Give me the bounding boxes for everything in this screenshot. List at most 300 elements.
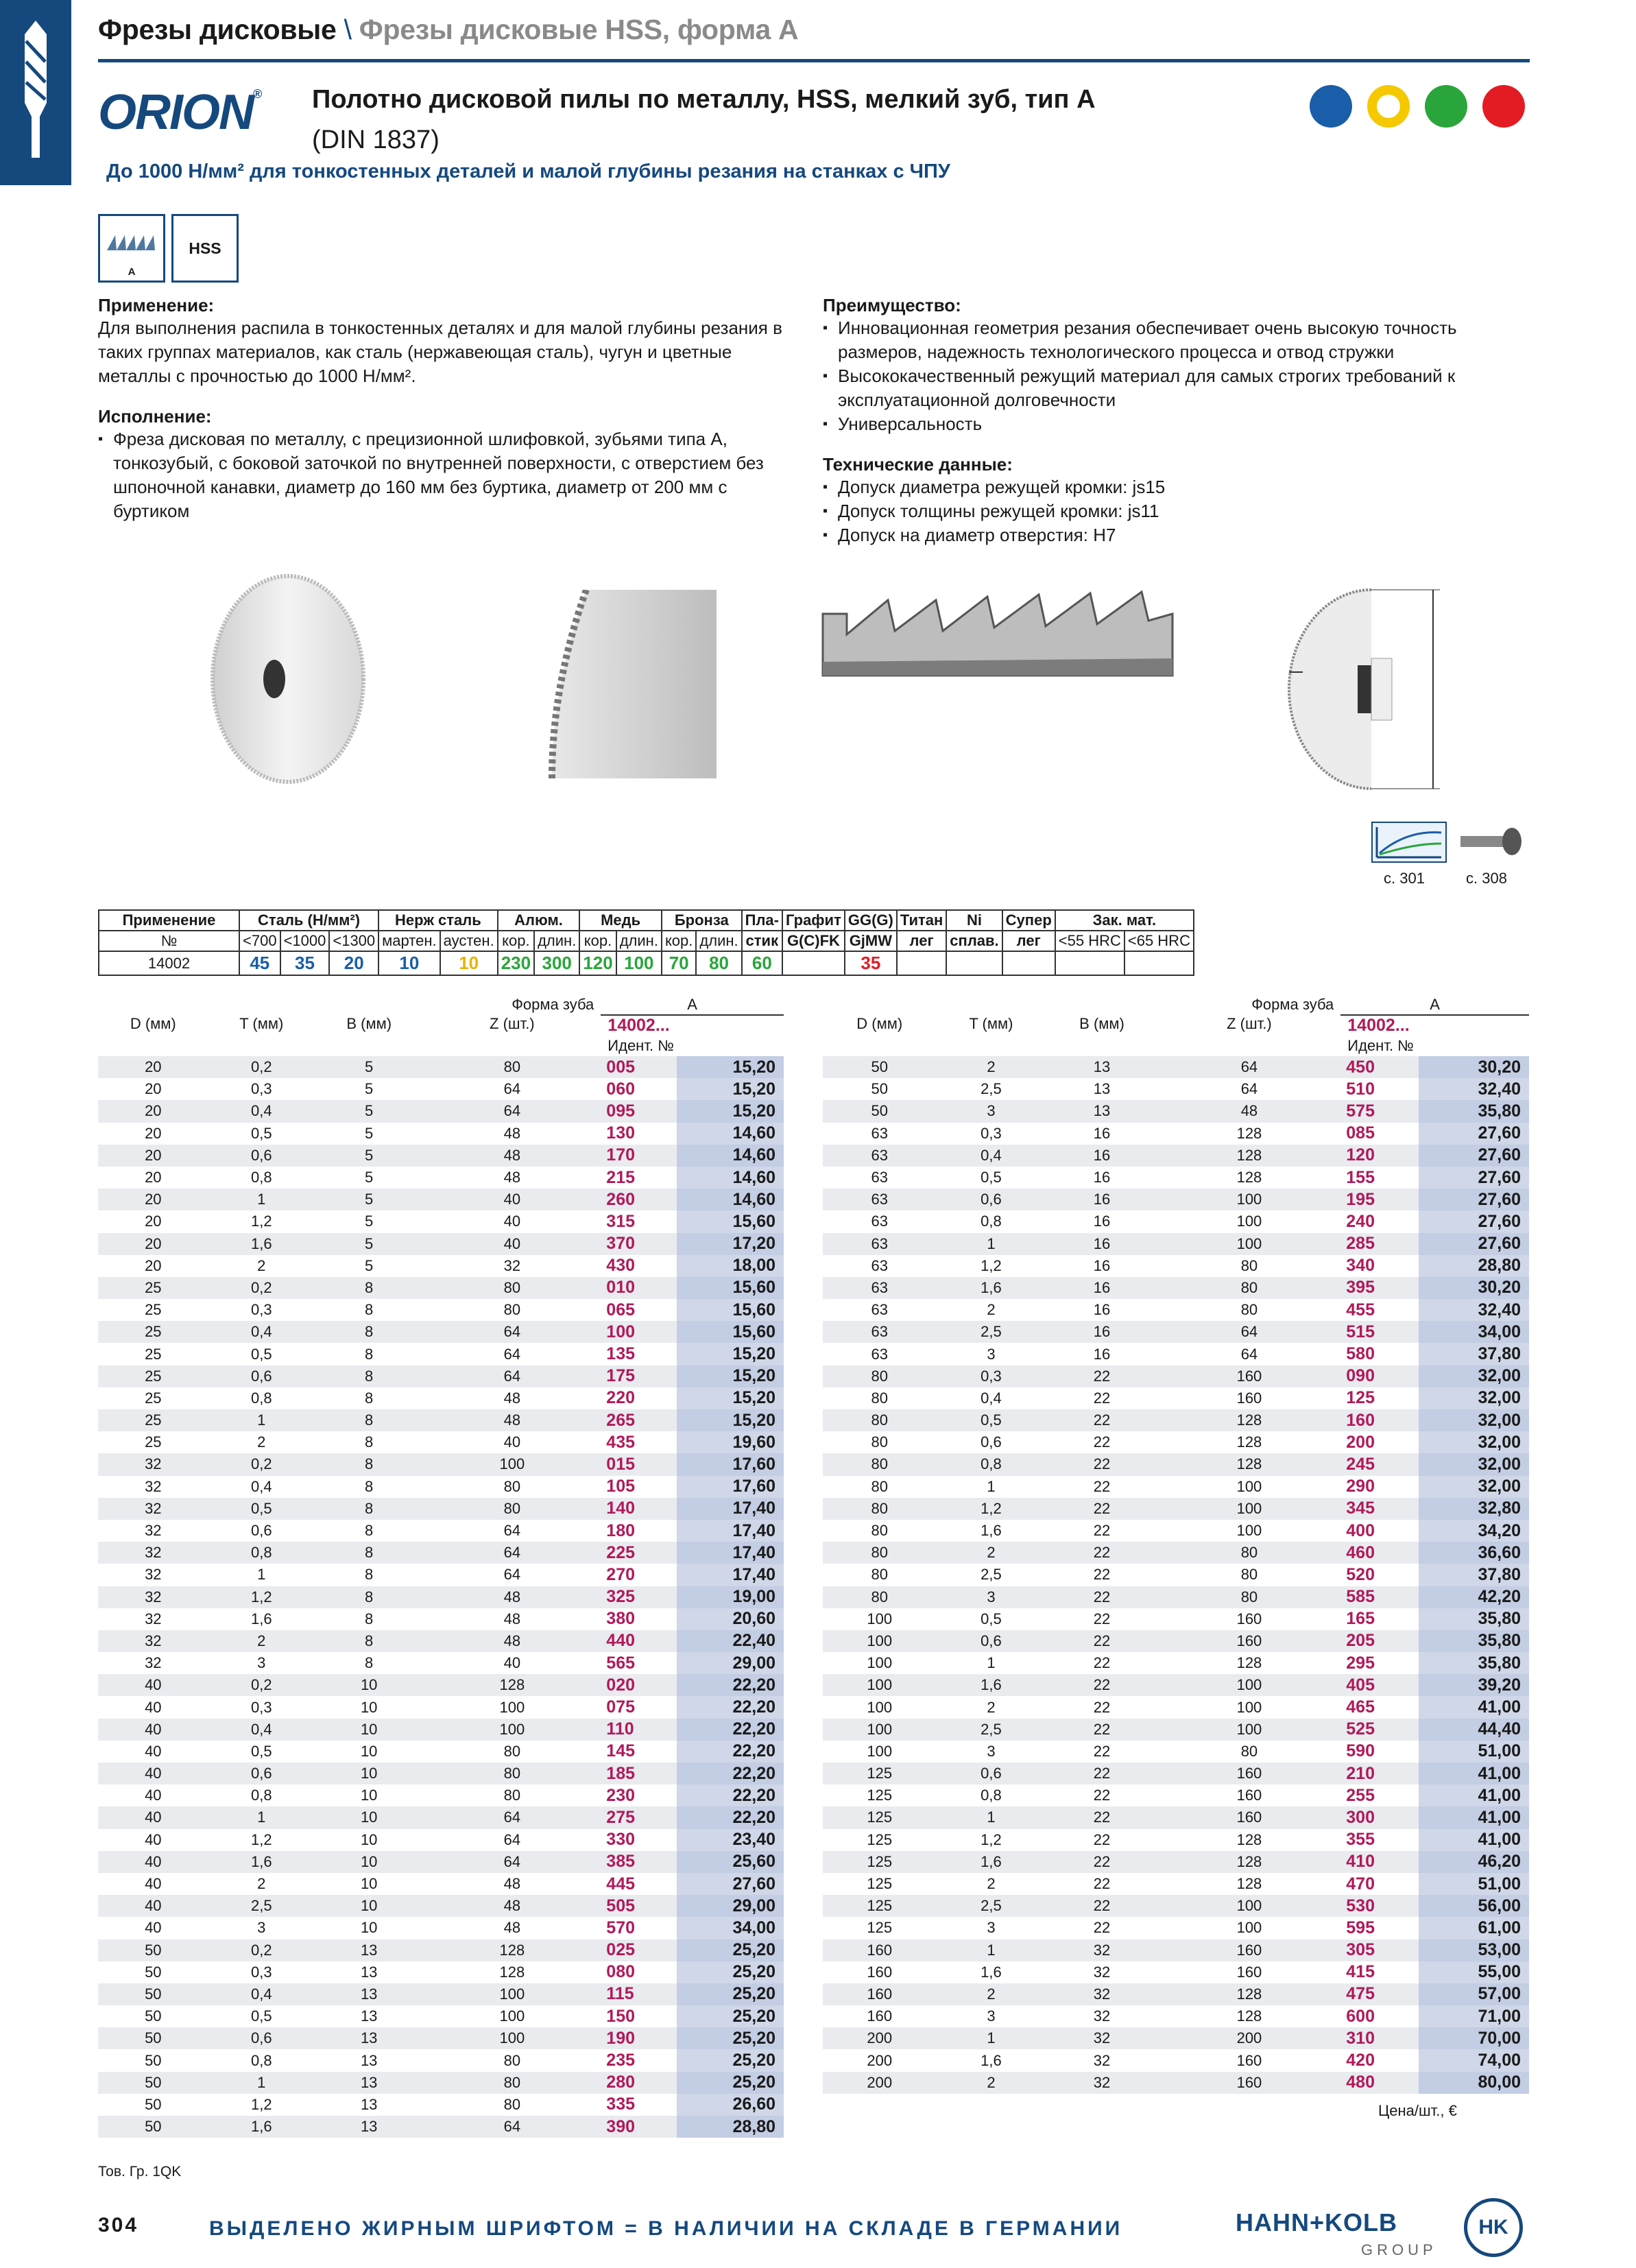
cell-ident: 525 [1340,1719,1419,1741]
cell-b: 8 [315,1498,423,1520]
cell-t: 3 [936,1100,1046,1122]
table-row[interactable] [98,1806,784,1828]
table-row[interactable] [98,1233,784,1255]
table-row[interactable] [98,1564,784,1586]
cell-t: 0,4 [208,1321,315,1343]
cell-price: 22,20 [677,1696,784,1718]
cell-z: 160 [1236,2051,1262,2069]
table-row[interactable] [98,1652,784,1674]
table-row[interactable] [823,1078,1529,1100]
mat-subhead: <1300 [329,931,378,951]
table-row[interactable] [823,1189,1529,1210]
table-row[interactable] [98,2005,784,2027]
cell-price: 27,60 [1419,1145,1529,1167]
table-row[interactable] [98,1476,784,1498]
table-row[interactable] [823,1851,1529,1873]
table-row[interactable] [98,1299,784,1321]
table-row[interactable] [98,1321,784,1343]
cell-t: 1 [208,1409,315,1431]
table-row[interactable] [98,1189,784,1210]
table-row[interactable] [98,2072,784,2094]
table-row[interactable] [823,1895,1529,1917]
cell-z: 48 [503,1169,521,1186]
mat-subhead-row [99,931,1194,951]
cell-d: 63 [871,1301,888,1319]
cell-b: 22 [1046,1586,1157,1608]
table-row[interactable] [823,1564,1529,1586]
cell-t: 0,5 [208,1498,315,1520]
breadcrumb-subcategory[interactable]: Фрезы дисковые HSS, форма A [359,14,799,45]
cell-d: 25 [98,1365,208,1387]
price-note: Цена/шт., € [1378,2102,1457,2119]
table-row[interactable] [98,1895,784,1917]
cell-price: 17,40 [677,1542,784,1564]
table-row[interactable] [823,1233,1529,1255]
cell-t: 2,5 [936,1321,1046,1343]
table-row[interactable] [823,1056,1529,1078]
table-row[interactable] [98,1784,784,1806]
application-chart-icon[interactable] [1371,822,1447,863]
cell-price: 51,00 [1419,1873,1529,1895]
mat-subhead: мартен. [378,931,440,951]
table-row[interactable] [98,1145,784,1167]
cell-z: 80 [423,1763,601,1784]
table-row[interactable] [98,2094,784,2116]
cell-z: 48 [423,1145,601,1167]
table-row[interactable] [98,1056,784,1078]
mat-value [946,951,1002,975]
tooth-profile-diagram [819,586,1176,682]
cell-ident: 600 [1346,2006,1375,2026]
table-row[interactable] [98,1763,784,1784]
cell-price: 27,60 [1419,1123,1529,1145]
technical-item: ▪ Допуск на диаметр отверстия: H7 [823,523,1536,547]
cell-ident: 135 [606,1344,636,1364]
table-row[interactable] [98,1255,784,1277]
cell-d: 25 [145,1345,162,1363]
cell-ident: 085 [1346,1123,1375,1143]
cell-price: 25,20 [677,2072,784,2094]
cell-t: 0,8 [251,1169,272,1186]
cell-t: 1,6 [936,1851,1046,1873]
table-row[interactable] [823,1321,1529,1343]
table-row[interactable] [823,1453,1529,1475]
table-row[interactable] [98,1078,784,1100]
cell-price: 61,00 [1419,1917,1529,1939]
cell-price: 22,20 [677,1763,784,1784]
table-row[interactable] [823,2072,1529,2094]
table-row[interactable] [823,1696,1529,1718]
mat-value: 14002 [99,951,239,975]
cell-b: 10 [315,1895,423,1917]
cell-price: 27,60 [1419,1189,1529,1210]
cell-ident: 025 [601,1939,676,1961]
cell-price: 17,20 [677,1233,784,1255]
cell-b: 22 [1093,1742,1111,1760]
cell-d: 200 [823,2027,936,2049]
table-row[interactable] [823,1784,1529,1806]
cell-d: 40 [98,1895,208,1917]
cell-price: 37,80 [1419,1343,1529,1365]
cell-d: 100 [823,1674,936,1696]
cell-d: 100 [867,1698,893,1716]
table-row[interactable] [98,1917,784,1939]
cell-t: 2 [936,2072,1046,2094]
table-row[interactable] [98,1167,784,1189]
cell-b: 22 [1093,1389,1111,1407]
cell-z: 100 [1158,1895,1341,1917]
table-row[interactable] [823,1277,1529,1299]
col-t: T (мм) [969,1015,1013,1032]
cell-b: 13 [315,2027,423,2049]
cell-t: 1,6 [981,2051,1002,2069]
cell-ident: 175 [601,1365,676,1387]
cell-ident: 110 [601,1719,676,1741]
table-row[interactable] [823,1409,1529,1431]
cell-ident: 400 [1346,1520,1375,1540]
table-row[interactable] [823,1741,1529,1763]
product-standard: (DIN 1837) [312,126,440,154]
table-row[interactable] [823,1586,1529,1608]
cell-z: 160 [1158,1365,1341,1387]
cell-ident: 245 [1340,1453,1419,1475]
cell-t: 2 [936,1983,1046,2005]
cell-b: 10 [360,1698,378,1716]
table-row[interactable] [98,1741,784,1763]
cell-ident: 010 [601,1277,676,1299]
cell-b: 8 [365,1345,374,1363]
form-header-row [823,994,1529,1015]
table-row[interactable] [823,1983,1529,2005]
table-row[interactable] [98,1674,784,1696]
cell-t: 0,6 [981,1433,1002,1451]
cell-b: 13 [315,1939,423,1961]
cell-t: 3 [257,1919,266,1937]
mat-value: 45 [239,951,280,975]
page-ref-link[interactable]: с. 301 [1384,870,1425,887]
table-row[interactable] [823,1763,1529,1784]
cell-ident: 255 [1346,1785,1375,1805]
cell-b: 22 [1093,1875,1111,1893]
table-row[interactable] [823,1608,1529,1630]
breadcrumb-category[interactable]: Фрезы дисковые [98,14,337,45]
table-row[interactable] [98,1873,784,1895]
cell-d: 25 [145,1301,162,1319]
cell-price: 25,20 [677,2049,784,2071]
cell-z: 80 [423,1277,601,1299]
cell-ident: 410 [1340,1851,1419,1873]
technical-item: ▪ Допуск толщины режущей кромки: js11 [823,499,1536,523]
table-row[interactable] [823,2049,1529,2071]
table-row[interactable] [823,1917,1529,1939]
cell-d: 200 [823,2072,936,2094]
cell-d: 25 [98,1409,208,1431]
table-row[interactable] [823,1939,1529,1961]
table-row[interactable] [823,1145,1529,1167]
cell-price: 36,60 [1419,1542,1529,1564]
cell-d: 32 [98,1586,208,1608]
cell-d: 80 [823,1365,936,1387]
table-row[interactable] [98,1123,784,1145]
cell-b: 10 [360,1787,378,1804]
cell-ident: 465 [1346,1697,1375,1717]
cell-b: 16 [1093,1213,1111,1230]
cell-t: 1,2 [208,1586,315,1608]
cell-z: 80 [423,1056,601,1078]
table-row[interactable] [823,1167,1529,1189]
table-row[interactable] [823,1476,1529,1498]
table-row[interactable] [98,1696,784,1718]
cell-b: 8 [365,1654,374,1672]
table-row[interactable] [98,1431,784,1453]
table-row[interactable] [823,1365,1529,1387]
cell-t: 1,6 [208,1851,315,1873]
cell-b: 22 [1046,1409,1157,1431]
cell-z: 48 [503,1610,521,1627]
cell-ident: 470 [1346,1874,1375,1894]
table-row[interactable] [98,1961,784,1983]
mat-value: 35 [845,951,897,975]
cell-b: 8 [315,1453,423,1475]
table-row[interactable] [98,1498,784,1520]
page-ref-link[interactable]: с. 308 [1466,870,1507,887]
cell-z: 48 [503,1124,521,1142]
cell-d: 40 [145,1787,162,1804]
cell-z: 128 [1236,1830,1262,1848]
mat-subhead: кор. [498,931,534,951]
table-row[interactable] [823,1387,1529,1409]
cell-price: 32,40 [1419,1299,1529,1321]
cell-b: 16 [1046,1145,1157,1167]
cell-t: 3 [936,1586,1046,1608]
cell-b: 32 [1093,1963,1111,1981]
cell-z: 100 [423,1453,601,1475]
cell-price: 70,00 [1419,2027,1529,2049]
cell-t: 0,3 [981,1124,1002,1142]
cell-z: 160 [1158,2072,1341,2094]
table-row[interactable] [98,1100,784,1122]
cell-d: 32 [98,1630,208,1652]
cell-ident: 305 [1340,1939,1419,1961]
table-row[interactable] [823,1873,1529,1895]
table-row[interactable] [823,1719,1529,1741]
cell-b: 8 [315,1365,423,1387]
cell-d: 160 [823,1939,936,1961]
col-z: Z (шт.) [490,1015,535,1032]
table-row[interactable] [823,1961,1529,1983]
cell-t: 0,5 [981,1169,1002,1186]
cell-d: 63 [823,1233,936,1255]
cell-price: 35,80 [1419,1630,1529,1652]
table-row[interactable] [98,1851,784,1873]
cell-b: 5 [315,1100,423,1122]
table-row[interactable] [98,1387,784,1409]
table-row[interactable] [823,1829,1529,1851]
table-row[interactable] [98,1277,784,1299]
cell-price: 37,80 [1419,1564,1529,1586]
cell-price: 17,40 [677,1498,784,1520]
table-row[interactable] [98,1608,784,1630]
cell-z: 128 [1158,1983,1341,2005]
table-row[interactable] [98,1719,784,1741]
cell-d: 25 [98,1277,208,1299]
table-row[interactable] [98,2116,784,2138]
cell-ident: 330 [606,1830,636,1850]
technical-item: ▪ Допуск диаметра режущей кромки: js15 [823,475,1536,499]
tooth-form-a-icon [98,214,165,283]
cell-b: 32 [1046,1939,1157,1961]
cell-d: 20 [145,1256,162,1274]
cell-d: 32 [98,1542,208,1564]
cell-d: 200 [867,2051,893,2069]
table-row[interactable] [823,1431,1529,1453]
cell-z: 80 [423,2072,601,2094]
cell-ident: 140 [601,1498,676,1520]
table-row[interactable] [823,1210,1529,1232]
table-row[interactable] [823,1299,1529,1321]
cell-ident: 290 [1346,1477,1375,1496]
table-row[interactable] [98,1453,784,1475]
cell-z: 48 [423,1895,601,1917]
tooth-form-label: Форма зуба [1251,996,1334,1013]
cell-t: 3 [987,1742,996,1760]
cell-t: 0,3 [251,1963,272,1981]
cell-price: 15,20 [677,1100,784,1122]
cell-z: 128 [1236,1124,1262,1142]
header-spacer [315,994,423,1015]
cell-ident: 405 [1340,1674,1419,1696]
cell-ident: 370 [601,1233,676,1255]
col-b: B (мм) [1079,1015,1124,1032]
cell-price: 44,40 [1419,1719,1529,1741]
cell-ident: 415 [1346,1962,1375,1982]
table-row[interactable] [98,1210,784,1232]
application-section [98,295,804,523]
cell-d: 63 [871,1345,888,1363]
saw-arbor-icon[interactable] [1457,826,1526,857]
table-row[interactable] [98,1365,784,1387]
cell-z: 80 [1158,1542,1341,1564]
cell-b: 5 [365,1256,374,1274]
cell-price: 35,80 [1419,1100,1529,1122]
table-row[interactable] [98,1343,784,1365]
table-row[interactable] [98,1630,784,1652]
cell-ident: 060 [606,1079,636,1099]
cell-z: 64 [423,1542,601,1564]
cell-d: 40 [145,1698,162,1716]
col-ident: Идент. № [608,1037,674,1054]
cell-b: 13 [360,2095,378,2113]
table-row[interactable] [98,2049,784,2071]
cell-z: 128 [1158,1851,1341,1873]
cell-b: 32 [1046,2027,1157,2049]
cell-d: 32 [145,1566,162,1584]
cell-z: 64 [503,1566,521,1584]
hahn-kolb-logo: HAHN+KOLB [1236,2208,1398,2236]
cell-price: 27,60 [1419,1210,1529,1232]
table-row[interactable] [823,1674,1529,1696]
table-row[interactable] [823,1542,1529,1564]
cell-d: 125 [823,1806,936,1828]
cell-ident: 130 [606,1123,636,1143]
cell-price: 28,80 [1419,1255,1529,1277]
col-z: Z (шт.) [1227,1015,1272,1032]
table-row[interactable] [823,1255,1529,1277]
cell-z: 80 [503,1301,521,1319]
cell-ident: 335 [606,2094,636,2114]
table-row[interactable] [823,1652,1529,1674]
cell-price: 15,20 [677,1409,784,1431]
table-row[interactable] [98,1983,784,2005]
cell-z: 100 [423,2027,601,2049]
table-row[interactable] [823,1123,1529,1145]
table-row[interactable] [98,1586,784,1608]
table-row[interactable] [823,1520,1529,1542]
cell-ident: 195 [1340,1189,1419,1210]
color-dot-blue [1310,85,1352,128]
table-row[interactable] [98,1939,784,1961]
cell-d: 80 [871,1522,888,1540]
cell-ident: 295 [1346,1653,1375,1673]
cell-price: 14,60 [677,1145,784,1167]
cell-ident: 480 [1340,2072,1419,2094]
cell-z: 48 [423,1630,601,1652]
cell-z: 48 [503,1389,521,1407]
table-row[interactable] [98,1409,784,1431]
table-row[interactable] [823,1806,1529,1828]
table-row[interactable] [98,2027,784,2049]
cell-z: 64 [423,2116,601,2138]
table-row[interactable] [823,2005,1529,2027]
cell-b: 13 [360,2051,378,2069]
table-row[interactable] [823,1100,1529,1122]
cell-t: 0,4 [251,1477,272,1495]
cell-ident: 230 [606,1785,636,1805]
table-row[interactable] [98,1829,784,1851]
cell-b: 5 [315,1233,423,1255]
table-row[interactable] [823,1343,1529,1365]
cell-d: 32 [145,1654,162,1672]
header-divider [98,59,1530,62]
table-row[interactable] [823,2027,1529,2049]
cell-z: 64 [1158,1056,1341,1078]
application-heading: Применение: [98,295,215,315]
cell-ident: 325 [601,1586,676,1608]
cell-t: 0,5 [251,1742,272,1760]
mat-subhead: длин. [616,931,662,951]
product-tagline: До 1000 Н/мм² для тонкостенных деталей и малой глубины резания на станках с ЧПУ [106,160,950,182]
cell-z: 48 [1158,1100,1341,1122]
table-row[interactable] [823,1498,1529,1520]
cell-b: 10 [360,1830,378,1848]
hss-material-icon: HSS [171,214,239,283]
cell-d: 80 [871,1477,888,1495]
cell-z: 64 [503,1522,521,1540]
cell-price: 57,00 [1419,1983,1529,2005]
table-row[interactable] [823,1630,1529,1652]
cell-b: 16 [1093,1169,1111,1186]
cell-z: 100 [1158,1233,1341,1255]
cell-ident: 300 [1340,1806,1419,1828]
table-row[interactable] [98,1520,784,1542]
mat-value: 120 [579,951,616,975]
cell-price: 74,00 [1419,2049,1529,2071]
table-row[interactable] [98,1542,784,1564]
cell-b: 22 [1046,1630,1157,1652]
cell-t: 0,3 [936,1365,1046,1387]
cell-z: 48 [503,1919,521,1937]
cell-z: 48 [423,1409,601,1431]
